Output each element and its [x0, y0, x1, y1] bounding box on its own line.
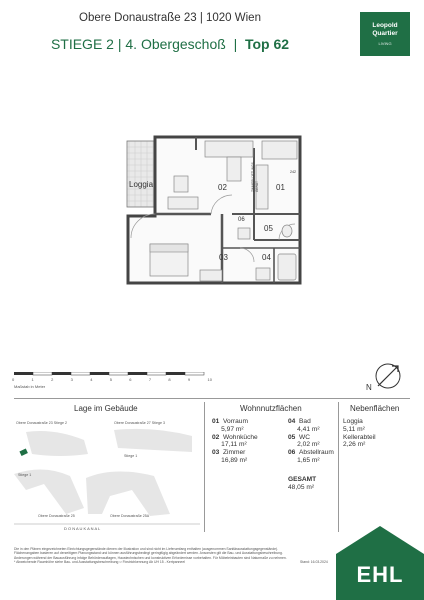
- label-stiege-2: Obere Donaustraße 23 Stiege 2: [16, 421, 67, 425]
- separator: |: [233, 36, 238, 52]
- secondary-name: Loggia: [343, 418, 363, 425]
- divider: [204, 402, 205, 532]
- secondary-area: 2,26 m²: [343, 441, 366, 449]
- scale-tick: 9: [187, 377, 191, 382]
- divider: [14, 398, 410, 399]
- room-03-label: 03: [219, 253, 228, 262]
- logo-line-2: Quartier: [372, 30, 398, 37]
- scale-ticks: [12, 377, 212, 382]
- secondary-area: 5,11 m²: [343, 425, 365, 433]
- secondary-name: Kellerabteil: [343, 433, 376, 441]
- room-name: Vorraum: [223, 418, 248, 425]
- room-area: 1,65 m²: [297, 456, 320, 464]
- secondary-entry: [343, 434, 376, 450]
- scale-tick: 4: [90, 377, 93, 382]
- room-entry: [212, 434, 258, 450]
- total-label: GESAMT: [288, 476, 317, 483]
- north-label: N: [366, 383, 372, 392]
- scale-tick: 8: [168, 377, 171, 382]
- room-number: 04: [288, 418, 296, 425]
- room-area: 2,02 m²: [297, 441, 320, 449]
- logo-line-3: LIVING: [378, 41, 392, 46]
- total-value: 48,05 m²: [288, 483, 315, 491]
- room-number: 05: [288, 433, 296, 441]
- room-area: 16,89 m²: [221, 456, 248, 464]
- room-area: 5,97 m²: [221, 425, 244, 433]
- scale-tick: 3: [70, 377, 73, 382]
- room-05-label: 05: [264, 224, 273, 233]
- living-total: [288, 476, 316, 492]
- secondary-title: Nebenflächen: [350, 404, 400, 413]
- scale-tick: 1: [31, 377, 34, 382]
- top-label: Top 62: [244, 36, 290, 52]
- label-canal: D O N A U K A N A L: [64, 526, 101, 531]
- room-entry: [288, 449, 334, 465]
- room-name: Bad: [299, 418, 311, 425]
- room-number: 01: [212, 418, 220, 425]
- room-01-label: 01: [276, 183, 285, 192]
- plan-date: Stand: 16.03.2024: [300, 560, 328, 564]
- room-area: 4,41 m²: [297, 425, 320, 433]
- scale-label: Maßstab in Meter: [14, 384, 46, 389]
- ventilation-tag: 242: [290, 170, 296, 174]
- room-entry: [288, 418, 334, 434]
- loggia-label: Loggia: [129, 180, 154, 189]
- separator: |: [117, 36, 122, 52]
- disclaimer-line: Änderungen während der Bauausführung infolge Behördenauflagen, Haustechnischen und konstruktiven Erfordernisse vorbehalten. Für Möbeleinbauten sind Naturmaße zu nehmen.: [14, 555, 287, 560]
- label-stiege-3: Obere Donaustraße 27 Stiege 3: [114, 421, 165, 425]
- address-line: Obere Donaustraße 23 | 1020 Wien: [79, 12, 261, 24]
- room-number: 02: [212, 433, 220, 441]
- floor-label: 4. Obergeschoß: [125, 36, 226, 52]
- room-number: 03: [212, 449, 220, 457]
- ventilation-note: ZIMMERLÜFTUNGS-GERÄT: [251, 161, 259, 192]
- room-06-label: 06: [238, 217, 245, 223]
- label-stiege-1-left: Stiege 1: [18, 473, 32, 477]
- scale-tick: 7: [148, 377, 152, 382]
- room-entry: [212, 449, 258, 465]
- room-name: WC: [299, 433, 311, 441]
- location-title: Lage im Gebäude: [74, 404, 138, 413]
- disclaimer-line: Die in den Plänen eingezeichneten Einrichtungsgegenstände dienen der Illustration und sind nicht im Lieferumfang enthalten (ausgenommen Sanitärausstattungsgegenstände).: [14, 547, 279, 551]
- disclaimer-line: * Abweichende Raumhöhe siehe Bau- und Ausstattungsbeschreibung ¹² Fixstrichkennung Ab UH 15 - Kertpanneel: [14, 560, 185, 565]
- room-02-label: 02: [218, 183, 227, 192]
- scale-tick: 6: [129, 377, 132, 382]
- north-arrow-icon: [366, 362, 408, 394]
- living-title: Wohnnutzflächen: [240, 404, 302, 413]
- scale-tick: 2: [51, 377, 54, 382]
- scale-tick: 0: [12, 377, 15, 382]
- ehl-logo-text: EHL: [356, 562, 404, 587]
- label-building-25a: Obere Donaustraße 25A: [110, 514, 150, 518]
- room-04-label: 04: [262, 253, 271, 262]
- room-name: Abstellraum: [299, 449, 334, 457]
- disclaimer-line: Flächenangaben basieren auf derzeitigem Planungsstand und können ausführungsbedingt geringfügig abgeändert werden. Ansonsten gilt die Bau- und Ausstattungsbeschreibung.: [14, 551, 283, 556]
- room-name: Wohnküche: [223, 433, 258, 441]
- scale-tick: 10: [207, 377, 212, 382]
- divider: [338, 402, 339, 532]
- secondary-entry: [343, 418, 376, 434]
- secondary-list: [343, 418, 376, 449]
- logo-line-1: Leopold: [372, 22, 398, 29]
- loggia-area: [127, 141, 155, 207]
- room-number: 06: [288, 449, 296, 457]
- label-building-25: Obere Donaustraße 25: [38, 514, 75, 518]
- room-name: Zimmer: [223, 449, 246, 457]
- label-stiege-1-right: Stiege 1: [124, 454, 138, 458]
- disclaimer: [14, 547, 334, 565]
- living-col-1: [212, 418, 258, 465]
- scale-tick: 5: [109, 377, 112, 382]
- room-entry: [288, 434, 334, 450]
- room-entry: [212, 418, 258, 434]
- room-area: 17,11 m²: [221, 441, 247, 449]
- stair-label: STIEGE 2: [50, 36, 114, 52]
- living-col-2: [288, 418, 334, 465]
